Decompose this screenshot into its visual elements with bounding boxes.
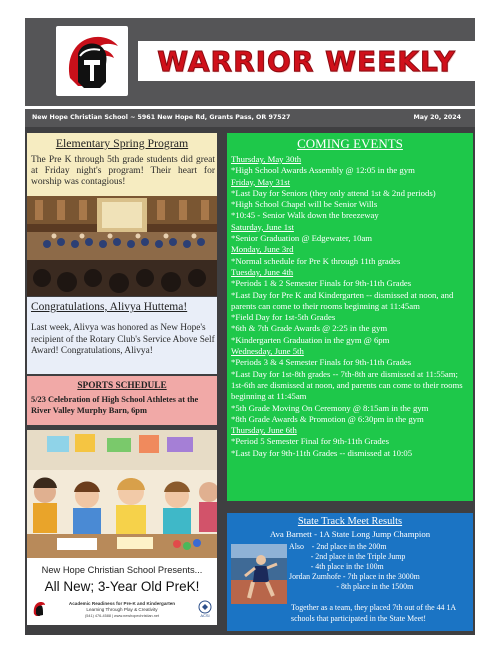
event-day-may30: Thursday, May 30th [231,154,302,164]
info-bar [25,109,475,127]
track-results-lines [289,542,471,592]
event-item: *10:45 - Senior Walk down the breezeway [231,210,379,221]
masthead [25,18,475,106]
coming-events-panel [227,133,473,501]
spring-program-panel [27,133,217,296]
sports-schedule-text: 5/23 Celebration of High School Athletes at the River Valley Murphy Barn, 6pm [31,395,199,415]
event-day-may31: Friday, May 31st [231,176,291,187]
event-day-june1: Saturday, June 1st [231,221,294,232]
prek-contact: (541) 476-4588 | www.newhopechristian.net [84,614,159,618]
issue-date: May 20, 2024 [413,114,461,121]
events-list [231,154,471,459]
event-item: *Periods 1 & 2 Semester Finals for 9th-11th Grades [231,278,412,289]
sports-schedule-panel [27,376,217,425]
helmet-icon [56,26,128,96]
track-result-line: - 8th place in the 1500m [289,581,414,591]
track-result-line: Jordan Zumhofe - 7th place in the 3000m [289,571,420,581]
congrats-panel [27,297,217,374]
event-day-june3: Monday, June 3rd [231,244,294,255]
track-champion-line: Ava Barnett - 1A State Long Jump Champion [269,529,431,539]
coming-events-title: COMING EVENTS [297,136,403,151]
track-result-line: Also - 2nd place in the 200m [289,542,387,551]
event-item: *Period 5 Semester Final for 9th-11th Grades [231,436,389,447]
prek-headline: All New; 3-Year Old PreK! [44,579,200,594]
event-item: *Last Day for Pre K and Kindergarten -- dismissed at noon, and parents can come to their rooms beginning at 11:45am [231,289,454,311]
spring-program-title: Elementary Spring Program [55,136,189,150]
event-item: *Last Day for Seniors (they only attend 1st & 2nd periods) [231,187,436,198]
concert-photo [27,196,217,296]
congrats-title: Congratulations, Alivya Huttema! [31,301,188,313]
title-band [138,41,475,81]
event-item: *Field Day for 1st-5th Grades [231,312,336,323]
track-result-line: - 4th place in the 100m [289,561,384,571]
event-item: *6th & 7th Grade Awards @ 2:25 in the gym [231,323,388,334]
event-item: *Kindergarten Graduation in the gym @ 6pm [231,334,390,345]
acsi-label: ACSI [200,613,210,618]
track-team-summary: Together as a team, they placed 7th out of the 44 1A schools that participated in the State Meet! [291,603,456,623]
event-item: *High School Chapel will be Senior Wills [231,199,378,210]
event-day-june5: Wednesday, June 5th [231,346,304,357]
prek-tagline-readiness: Academic Readiness for Pre-K and Kindergarten [68,601,176,606]
track-result-line: - 2nd place in the Triple Jump [289,551,406,561]
congrats-text: Last week, Alivya was honored as New Hope's recipient of the Rotary Club's Service Above Self Award! Congratulations, Alivya! [31,323,215,357]
prek-flyer [27,430,217,625]
event-item: *Last Day for 9th-11th Grades -- dismissed at 10:05 [231,447,413,458]
prek-tagline-play: Learning Through Play & Creativity [86,607,158,612]
event-item: *High School Awards Assembly @ 12:05 in the gym [231,165,415,176]
event-item: *Last Day for 1st-8th grades -- 7th-8th are dismissed at 11:55am; 1st-6th are dismissed at noon, and parents can come to their rooms beginning at 11:45am [231,368,463,402]
school-address: New Hope Christian School ~ 5961 New Hope Rd, Grants Pass, OR 97527 [32,114,291,121]
track-results-panel [227,513,473,631]
event-item: *Senior Graduation @ Edgewater, 10am [231,233,373,244]
track-results-title: State Track Meet Results [297,516,403,527]
newsletter-title: WARRIOR WEEKLY [157,44,456,78]
athlete-photo [231,544,287,604]
prek-presents-text: New Hope Christian School Presents... [41,565,203,575]
warrior-helmet-logo [56,26,128,96]
event-day-june4: Tuesday, June 4th [231,266,294,277]
acsi-seal-icon [198,600,212,618]
sports-schedule-title: SPORTS SCHEDULE [77,381,167,391]
event-item: *Normal schedule for Pre K through 11th grades [231,255,401,266]
event-item: *8th Grade Awards & Promotion @ 6:30pm in the gym [231,413,424,424]
event-item: *5th Grade Moving On Ceremony @ 8:15am in the gym [231,402,429,413]
spring-program-text: The Pre K through 5th grade students did great at Friday night's program! Their heart for worship was contagious! [31,155,215,188]
prek-children-image [27,430,217,558]
event-day-june6: Thursday, June 6th [231,425,297,436]
school-helmet-icon [32,600,46,618]
event-item: *Periods 3 & 4 Semester Finals for 9th-11th Grades [231,357,412,368]
